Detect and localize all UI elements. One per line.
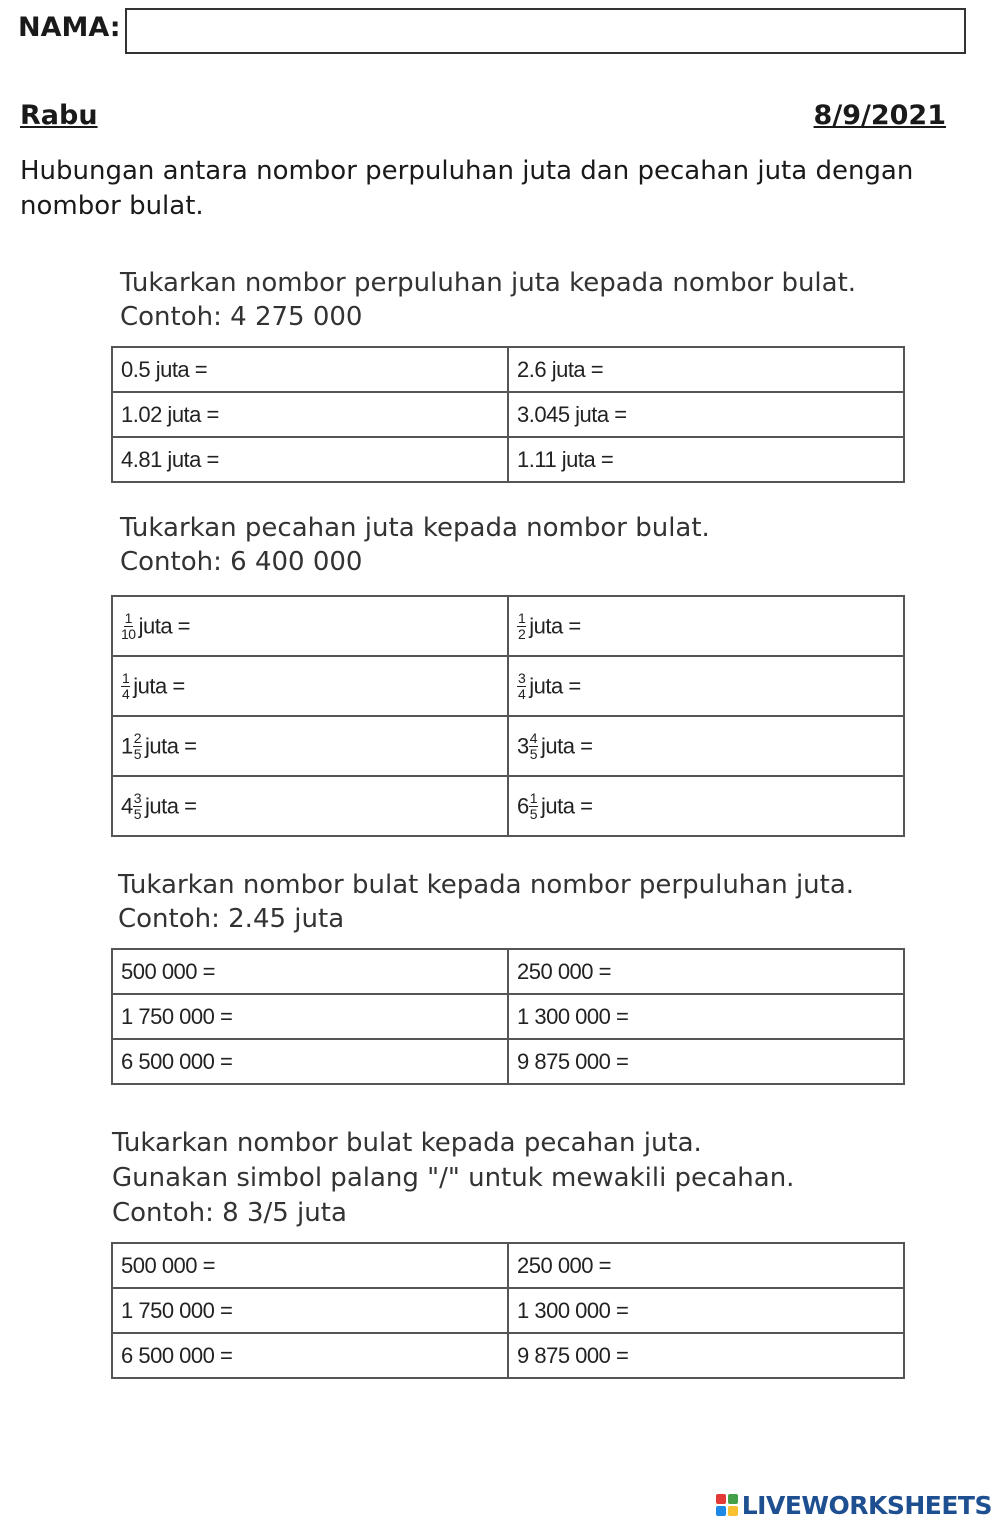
answer-cell[interactable]: 9 875 000 = [508, 1333, 904, 1378]
juta-suffix: juta = [529, 673, 581, 698]
section4-table [111, 1242, 905, 1379]
fraction [517, 671, 526, 702]
table-row [112, 716, 904, 776]
fraction [529, 731, 538, 762]
fraction-whole: 3 [517, 733, 529, 758]
juta-suffix: juta = [133, 673, 185, 698]
answer-cell[interactable]: 1 750 000 = [112, 1288, 508, 1333]
table-row [112, 1333, 904, 1378]
fraction-numerator: 2 [133, 729, 142, 746]
table-row [112, 949, 904, 994]
juta-suffix: juta = [138, 613, 191, 638]
fraction [529, 791, 538, 822]
logo-square-icon [716, 1494, 726, 1504]
section3-example: Contoh: 2.45 juta [118, 904, 345, 934]
table-row [112, 1288, 904, 1333]
answer-cell[interactable]: 3.045 juta = [508, 392, 904, 437]
answer-cell[interactable] [508, 596, 904, 656]
juta-suffix: juta = [541, 733, 593, 758]
name-input[interactable] [125, 8, 966, 54]
fraction-whole: 6 [517, 793, 529, 818]
fraction-denominator: 5 [133, 745, 142, 762]
answer-cell[interactable]: 1 750 000 = [112, 994, 508, 1039]
fraction-denominator: 2 [518, 625, 526, 642]
logo-text: LIVEWORKSHEETS [741, 1490, 992, 1520]
answer-cell[interactable]: 250 000 = [508, 1243, 904, 1288]
date-label: 8/9/2021 [813, 100, 946, 131]
answer-cell[interactable]: 9 875 000 = [508, 1039, 904, 1084]
fraction-numerator: 3 [518, 669, 526, 686]
name-label: NAMA: [18, 12, 121, 43]
fraction-whole: 4 [121, 793, 133, 818]
section1-table [111, 346, 905, 483]
day-label: Rabu [20, 100, 98, 131]
answer-cell[interactable] [508, 656, 904, 716]
juta-suffix: juta = [145, 733, 197, 758]
logo-square-icon [716, 1506, 726, 1516]
answer-cell[interactable]: 1.02 juta = [112, 392, 508, 437]
fraction-denominator: 5 [529, 745, 538, 762]
fraction-numerator: 1 [518, 609, 526, 626]
logo-square-icon [728, 1506, 738, 1516]
answer-cell[interactable] [508, 776, 904, 836]
table-row [112, 994, 904, 1039]
table-row [112, 1243, 904, 1288]
fraction-denominator: 5 [133, 805, 142, 822]
juta-suffix: juta = [145, 793, 197, 818]
section3-table [111, 948, 905, 1085]
liveworksheets-logo-icon [716, 1494, 738, 1516]
fraction-numerator: 1 [122, 669, 130, 686]
section2-instruction: Tukarkan pecahan juta kepada nombor bulat. [120, 513, 710, 543]
answer-cell[interactable] [508, 716, 904, 776]
answer-cell[interactable]: 6 500 000 = [112, 1039, 508, 1084]
answer-cell[interactable]: 1.11 juta = [508, 437, 904, 482]
table-row [112, 392, 904, 437]
answer-cell[interactable]: 2.6 juta = [508, 347, 904, 392]
section1-instruction: Tukarkan nombor perpuluhan juta kepada nombor bulat. [120, 268, 857, 298]
answer-cell[interactable] [112, 596, 508, 656]
section4-instruction-2: Gunakan simbol palang "/" untuk mewakili pecahan. [112, 1163, 795, 1193]
fraction [121, 611, 136, 642]
fraction [133, 731, 142, 762]
answer-cell[interactable]: 1 300 000 = [508, 994, 904, 1039]
worksheet-topic: Hubungan antara nombor perpuluhan juta dan pecahan juta dengan nombor bulat. [20, 156, 914, 221]
fraction-whole: 1 [121, 733, 133, 758]
table-row [112, 437, 904, 482]
table-row [112, 656, 904, 716]
fraction-denominator: 4 [518, 685, 526, 702]
answer-cell[interactable]: 500 000 = [112, 949, 508, 994]
fraction [121, 671, 130, 702]
section3-instruction: Tukarkan nombor bulat kepada nombor perpuluhan juta. [118, 870, 855, 900]
section2-table [111, 595, 905, 837]
section4-example: Contoh: 8 3/5 juta [112, 1198, 347, 1228]
answer-cell[interactable] [112, 656, 508, 716]
fraction-numerator: 3 [133, 789, 142, 806]
answer-cell[interactable]: 1 300 000 = [508, 1288, 904, 1333]
table-row [112, 347, 904, 392]
fraction-denominator: 10 [121, 625, 136, 642]
section4-instruction: Tukarkan nombor bulat kepada pecahan juta. [112, 1128, 702, 1158]
fraction-numerator: 4 [529, 729, 538, 746]
logo-square-icon [728, 1494, 738, 1504]
liveworksheets-logo[interactable] [716, 1490, 992, 1520]
section2-example: Contoh: 6 400 000 [120, 547, 363, 577]
fraction-numerator: 1 [529, 789, 538, 806]
answer-cell[interactable]: 0.5 juta = [112, 347, 508, 392]
answer-cell[interactable]: 500 000 = [112, 1243, 508, 1288]
juta-suffix: juta = [529, 613, 581, 638]
fraction [133, 791, 142, 822]
table-row [112, 1039, 904, 1084]
answer-cell[interactable]: 6 500 000 = [112, 1333, 508, 1378]
answer-cell[interactable] [112, 776, 508, 836]
fraction-numerator: 1 [124, 609, 132, 626]
fraction [517, 611, 526, 642]
fraction-denominator: 4 [122, 685, 130, 702]
juta-suffix: juta = [541, 793, 593, 818]
fraction-denominator: 5 [529, 805, 538, 822]
table-row [112, 776, 904, 836]
answer-cell[interactable]: 250 000 = [508, 949, 904, 994]
section1-example: Contoh: 4 275 000 [120, 302, 363, 332]
answer-cell[interactable]: 4.81 juta = [112, 437, 508, 482]
table-row [112, 596, 904, 656]
answer-cell[interactable] [112, 716, 508, 776]
